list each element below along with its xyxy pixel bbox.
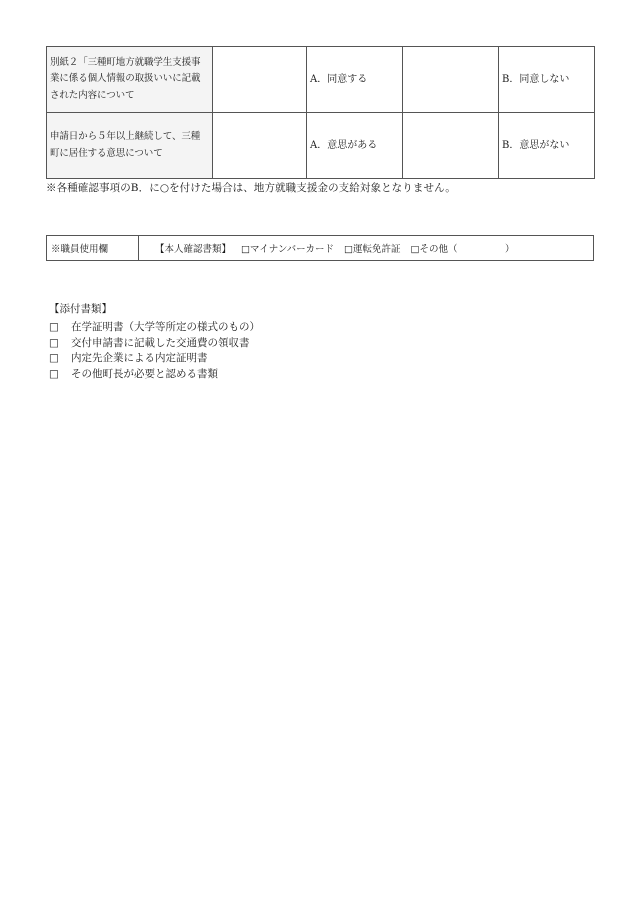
- staff-use-box: [46, 235, 594, 261]
- id-documents: [139, 236, 524, 260]
- list-item: [49, 320, 260, 336]
- residence-option-b: B．意思がない: [499, 113, 595, 179]
- id-option-other[interactable]: □その他（ ）: [410, 244, 515, 255]
- attachment-label: その他町長が必要と認める書類: [71, 367, 218, 380]
- id-documents-label: 【本人確認書類】: [155, 244, 232, 255]
- consent-option-b: B．同意しない: [499, 47, 595, 113]
- id-option-license[interactable]: □運転免許証: [343, 244, 401, 255]
- checkbox-icon[interactable]: □: [49, 367, 59, 380]
- residence-option-a: A．意思がある: [307, 113, 403, 179]
- list-item: [49, 336, 260, 352]
- list-item: [49, 367, 260, 383]
- consent-option-a: A．同意する: [307, 47, 403, 113]
- residence-question: 申請日から５年以上継続して、三種町に居住する意思について: [47, 113, 213, 179]
- attachment-label: 内定先企業による内定証明書: [71, 352, 208, 364]
- checkbox-icon[interactable]: □: [49, 336, 59, 349]
- consent-mark-cell-b[interactable]: [403, 47, 499, 113]
- checkbox-icon[interactable]: □: [49, 352, 59, 364]
- table-row: [47, 47, 595, 113]
- attachments-title: 【添付書類】: [49, 303, 112, 315]
- consent-table: [46, 46, 595, 179]
- consent-question: 別紙２「三種町地方就職学生支援事業に係る個人情報の取扱いいに記載された内容について: [47, 47, 213, 113]
- attachment-label: 在学証明書（大学等所定の様式のもの）: [71, 321, 260, 333]
- attachments-section: [49, 300, 260, 382]
- residence-mark-cell-a[interactable]: [213, 113, 307, 179]
- checkbox-icon[interactable]: □: [49, 321, 59, 333]
- residence-mark-cell-b[interactable]: [403, 113, 499, 179]
- consent-mark-cell-a[interactable]: [213, 47, 307, 113]
- eligibility-note: ※各種確認事項のB．に○を付けた場合は、地方就職支援金の支給対象となりません。: [46, 182, 456, 194]
- list-item: [49, 351, 260, 367]
- staff-use-label: ※職員使用欄: [47, 236, 139, 260]
- attachment-label: 交付申請書に記載した交通費の領収書: [71, 336, 250, 349]
- id-option-mynumber[interactable]: □マイナンバーカード: [241, 244, 334, 255]
- table-row: [47, 113, 595, 179]
